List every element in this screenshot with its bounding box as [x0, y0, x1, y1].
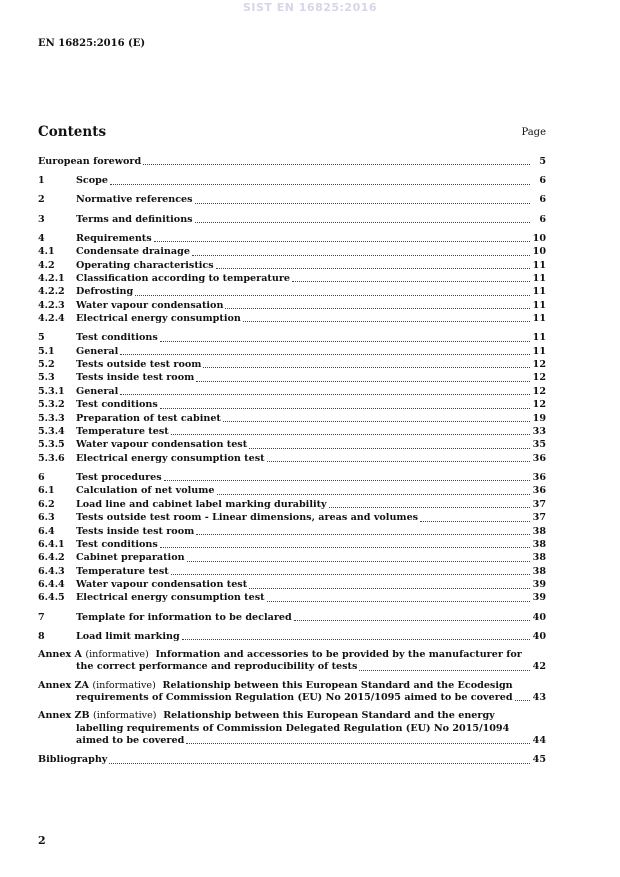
toc-entry-page: 42 — [532, 661, 546, 673]
toc-entry-number: 5.3.6 — [38, 452, 65, 464]
toc-entry-number: 5.1 — [38, 345, 55, 357]
toc-entry-page: 39 — [532, 579, 546, 591]
toc-leader-dots — [109, 763, 530, 764]
toc-entry-title: Electrical energy consumption test — [76, 592, 265, 604]
annex-title-line: Relationship between this European Standard and the Ecodesign — [162, 679, 513, 691]
annex-last-line — [38, 692, 546, 704]
toc-entry-3[interactable] — [38, 213, 546, 226]
annex-last-line — [38, 735, 546, 747]
toc-entry-4-2-3[interactable] — [38, 299, 546, 312]
toc-leader-dots — [182, 639, 530, 640]
toc-entry-page: 38 — [532, 552, 546, 564]
toc-entry-number: 4.2.4 — [38, 313, 65, 325]
toc-entry-number: 4.2 — [38, 259, 55, 271]
toc-entry-page: 36 — [532, 471, 546, 483]
toc-leader-dots — [420, 521, 530, 522]
toc-leader-dots — [249, 588, 530, 589]
toc-entry-page: 38 — [532, 565, 546, 577]
toc-entry-page: 12 — [532, 399, 546, 411]
toc-leader-dots — [294, 620, 530, 621]
toc-entry-number: 6.2 — [38, 498, 55, 510]
toc-entry-number: 4 — [38, 232, 45, 244]
toc-entry-page: 36 — [532, 485, 546, 497]
toc-leader-dots — [196, 534, 530, 535]
toc-entry-number: 3 — [38, 213, 45, 225]
toc-entry-number: 6.4 — [38, 525, 55, 537]
toc-entry-number: 4.1 — [38, 246, 55, 258]
toc-entry-4[interactable] — [38, 232, 546, 245]
contents-heading: Contents — [38, 124, 107, 140]
toc-annex-zb[interactable] — [38, 710, 546, 747]
toc-entry-number: 8 — [38, 630, 45, 642]
toc-entry-title: Scope — [76, 175, 108, 187]
toc-entry-6-4-1[interactable] — [38, 538, 546, 551]
toc-entry-title: Operating characteristics — [76, 259, 214, 271]
toc-entry-title: Test conditions — [76, 332, 158, 344]
toc-entry-title: Tests outside test room — [76, 359, 202, 371]
toc-entry-page: 43 — [532, 692, 546, 704]
toc-annex-a[interactable] — [38, 649, 546, 674]
toc-entry-5[interactable] — [38, 331, 546, 344]
toc-entry-title: Water vapour condensation test — [76, 579, 248, 591]
toc-entry-title: Tests inside test room — [76, 372, 195, 384]
toc-entry-page: 6 — [539, 175, 546, 187]
toc-entry-5-3-4[interactable] — [38, 425, 546, 438]
toc-entry-number: 6.4.5 — [38, 592, 65, 604]
toc-entry-5-1[interactable] — [38, 345, 546, 358]
toc-entry-title: Calculation of net volume — [76, 485, 215, 497]
toc-entry-6-4[interactable] — [38, 525, 546, 538]
annex-heading-line — [38, 649, 546, 661]
toc-entry-number: 4.2.3 — [38, 299, 65, 311]
toc-entry-number: 6.4.3 — [38, 565, 65, 577]
toc-entry-page: 38 — [532, 525, 546, 537]
annex-heading-line — [38, 710, 546, 722]
toc-entry-number: 5.3.1 — [38, 385, 65, 397]
toc-leader-dots — [143, 164, 530, 165]
toc-leader-dots — [267, 461, 530, 462]
toc-entry-page: 10 — [532, 246, 546, 258]
toc-entry-5-3-2[interactable] — [38, 398, 546, 411]
toc-entry-title: Template for information to be declared — [76, 611, 292, 623]
toc-entry-number: 4.2.1 — [38, 272, 65, 284]
toc-entry-page: 12 — [532, 385, 546, 397]
annex-informative: (informative) — [93, 710, 157, 722]
toc-leader-dots — [267, 601, 530, 602]
annex-label: Annex ZB — [38, 710, 90, 722]
toc-entry-number: 5.2 — [38, 359, 55, 371]
toc-entry-title: European foreword — [38, 155, 142, 167]
toc-entry-number: 5.3.2 — [38, 399, 65, 411]
toc-entry-title: Terms and definitions — [76, 213, 193, 225]
toc-entry-title: Preparation of test cabinet — [76, 412, 221, 424]
toc-entry-number: 5.3.5 — [38, 439, 65, 451]
annex-continuation-line — [38, 723, 546, 735]
annex-title-line: the correct performance and reproducibility of tests — [76, 661, 358, 673]
toc-entry-bibliography[interactable] — [38, 753, 546, 766]
toc-leader-dots — [195, 222, 530, 223]
table-of-contents — [38, 155, 546, 767]
toc-entry-title: General — [76, 385, 119, 397]
toc-leader-dots — [160, 547, 530, 548]
toc-entry-6-4-4[interactable] — [38, 578, 546, 591]
toc-entry-1[interactable] — [38, 174, 546, 187]
annex-label: Annex ZA — [38, 679, 90, 691]
toc-entry-number: 6 — [38, 471, 45, 483]
toc-entry-title: Temperature test — [76, 565, 169, 577]
toc-leader-dots — [192, 255, 530, 256]
toc-entry-8[interactable] — [38, 630, 546, 643]
toc-entry-number: 6.4.1 — [38, 538, 65, 550]
toc-entry-title: Test conditions — [76, 538, 158, 550]
toc-entry-4-1[interactable] — [38, 245, 546, 258]
toc-leader-dots — [359, 670, 530, 671]
toc-entry-page: 10 — [532, 232, 546, 244]
toc-entry-title: Bibliography — [38, 754, 108, 766]
annex-title-line: aimed to be covered — [76, 734, 185, 746]
toc-leader-dots — [154, 241, 530, 242]
toc-leader-dots — [186, 743, 530, 744]
toc-entry-title: Temperature test — [76, 426, 169, 437]
toc-entry-5-3-3[interactable] — [38, 412, 546, 425]
toc-entry-title: Cabinet preparation — [76, 552, 185, 564]
toc-leader-dots — [249, 448, 530, 449]
annex-last-line — [38, 661, 546, 673]
toc-entry-page: 5 — [539, 155, 546, 167]
toc-leader-dots — [203, 367, 530, 368]
toc-entry-6[interactable] — [38, 471, 546, 484]
toc-entry-number: 5 — [38, 332, 45, 344]
toc-entry-6-1[interactable] — [38, 484, 546, 497]
toc-leader-dots — [135, 295, 530, 296]
toc-leader-dots — [196, 381, 530, 382]
toc-leader-dots — [223, 421, 530, 422]
annex-informative: (informative) — [85, 649, 149, 661]
toc-leader-dots — [160, 408, 530, 409]
toc-entry-page: 6 — [539, 213, 546, 225]
toc-entry-number: 6.3 — [38, 512, 55, 524]
annex-title-line: Information and accessories to be provided by the manufacturer for — [155, 649, 522, 661]
toc-entry-page: 12 — [532, 372, 546, 384]
annex-informative: (informative) — [92, 679, 156, 691]
toc-entry-page: 11 — [532, 259, 546, 271]
toc-entry-title: Load line and cabinet label marking durability — [76, 498, 327, 510]
toc-entry-page: 36 — [532, 452, 546, 464]
toc-entry-number: 5.3 — [38, 372, 55, 384]
toc-entry-6-3[interactable] — [38, 511, 546, 524]
toc-leader-dots — [217, 494, 530, 495]
toc-entry-6-4-5[interactable] — [38, 592, 546, 605]
toc-entry-5-3-1[interactable] — [38, 385, 546, 398]
toc-entry-title: General — [76, 345, 119, 357]
toc-entry-6-4-2[interactable] — [38, 551, 546, 564]
toc-entry-6-4-3[interactable] — [38, 565, 546, 578]
toc-entry-page: 6 — [539, 194, 546, 206]
toc-entry-page: 38 — [532, 538, 546, 550]
page-number: 2 — [38, 834, 46, 847]
annex-title-line: requirements of Commission Regulation (EU) No 2015/1095 aimed to be covered — [76, 692, 513, 704]
toc-entry-page: 35 — [532, 439, 546, 451]
toc-entry-number: 7 — [38, 611, 45, 623]
toc-entry-4-2-2[interactable] — [38, 285, 546, 298]
toc-leader-dots — [164, 480, 530, 481]
toc-entry-title: Water vapour condensation test — [76, 439, 248, 451]
toc-entry-2[interactable] — [38, 193, 546, 206]
toc-entry-5-3-5[interactable] — [38, 438, 546, 451]
toc-entry-number: 6.4.2 — [38, 552, 65, 564]
toc-entry-number: 6.1 — [38, 485, 55, 497]
annex-label: Annex A — [38, 649, 83, 661]
toc-entry-number: 1 — [38, 175, 45, 187]
toc-entry-page: 37 — [532, 498, 546, 510]
toc-leader-dots — [187, 561, 530, 562]
toc-entry-title: Tests outside test room - Linear dimensions, areas and volumes — [76, 512, 419, 524]
toc-entry-title: Tests inside test room — [76, 525, 195, 537]
annex-title-line: Relationship between this European Standard and the energy — [163, 710, 495, 722]
toc-leader-dots — [120, 354, 530, 355]
toc-entry-title: Water vapour condensation — [76, 299, 224, 311]
toc-entry-5-3[interactable] — [38, 371, 546, 384]
toc-entry-title: Defrosting — [76, 286, 134, 298]
toc-entry-4-2-1[interactable] — [38, 272, 546, 285]
toc-entry-page: 40 — [532, 611, 546, 623]
toc-entry-page: 39 — [532, 592, 546, 604]
toc-entry-page: 11 — [532, 345, 546, 357]
toc-entry-title: Condensate drainage — [76, 246, 190, 258]
toc-entry-5-3-6[interactable] — [38, 452, 546, 465]
toc-entry-6-2[interactable] — [38, 498, 546, 511]
toc-entry-page: 19 — [532, 412, 546, 424]
toc-leader-dots — [120, 394, 530, 395]
toc-leader-dots — [110, 184, 530, 185]
toc-entry-title: Load limit marking — [76, 630, 180, 642]
toc-entry-page: 11 — [532, 332, 546, 344]
toc-leader-dots — [243, 321, 530, 322]
toc-entry-title: Test procedures — [76, 471, 162, 483]
toc-entry-page: 33 — [532, 426, 546, 437]
toc-entry-number: 4.2.2 — [38, 286, 65, 298]
toc-entry-number: 2 — [38, 194, 45, 206]
toc-entry-page: 12 — [532, 359, 546, 371]
toc-entry-page: 44 — [532, 734, 546, 746]
toc-leader-dots — [160, 341, 530, 342]
toc-entry-4-2[interactable] — [38, 259, 546, 272]
page-column-label: Page — [521, 127, 546, 138]
toc-annex-za[interactable] — [38, 680, 546, 705]
toc-entry-title: Electrical energy consumption — [76, 313, 241, 325]
toc-entry-page: 11 — [532, 313, 546, 325]
toc-entry-5-2[interactable] — [38, 358, 546, 371]
toc-entry-page: 45 — [532, 754, 546, 766]
toc-entry-number: 5.3.3 — [38, 412, 65, 424]
toc-entry-title: Electrical energy consumption test — [76, 452, 265, 464]
toc-entry-page: 40 — [532, 630, 546, 642]
toc-leader-dots — [171, 574, 530, 575]
toc-entry-page: 11 — [532, 299, 546, 311]
watermark: SIST EN 16825:2016 — [242, 1, 378, 14]
annex-heading-line — [38, 680, 546, 692]
toc-leader-dots — [195, 203, 530, 204]
toc-entry-number: 6.4.4 — [38, 579, 65, 591]
toc-entry-page: 37 — [532, 512, 546, 524]
toc-leader-dots — [225, 308, 530, 309]
toc-entry-page: 11 — [532, 286, 546, 298]
toc-entry-page: 11 — [532, 272, 546, 284]
toc-leader-dots — [171, 434, 530, 435]
toc-entry-4-2-4[interactable] — [38, 312, 546, 325]
document-id: EN 16825:2016 (E) — [38, 38, 146, 49]
toc-entry-title: Test conditions — [76, 399, 158, 411]
toc-leader-dots — [216, 268, 530, 269]
toc-leader-dots — [329, 507, 530, 508]
toc-entry-title: Classification according to temperature — [76, 272, 290, 284]
toc-entry-title: Normative references — [76, 194, 193, 206]
toc-leader-dots — [292, 281, 530, 282]
annex-title-line: labelling requirements of Commission Delegated Regulation (EU) No 2015/1094 — [76, 722, 510, 734]
toc-leader-dots — [515, 700, 530, 701]
toc-entry-number: 5.3.4 — [38, 426, 65, 437]
toc-entry-foreword[interactable] — [38, 155, 546, 168]
toc-entry-7[interactable] — [38, 611, 546, 624]
toc-entry-title: Requirements — [76, 232, 152, 244]
